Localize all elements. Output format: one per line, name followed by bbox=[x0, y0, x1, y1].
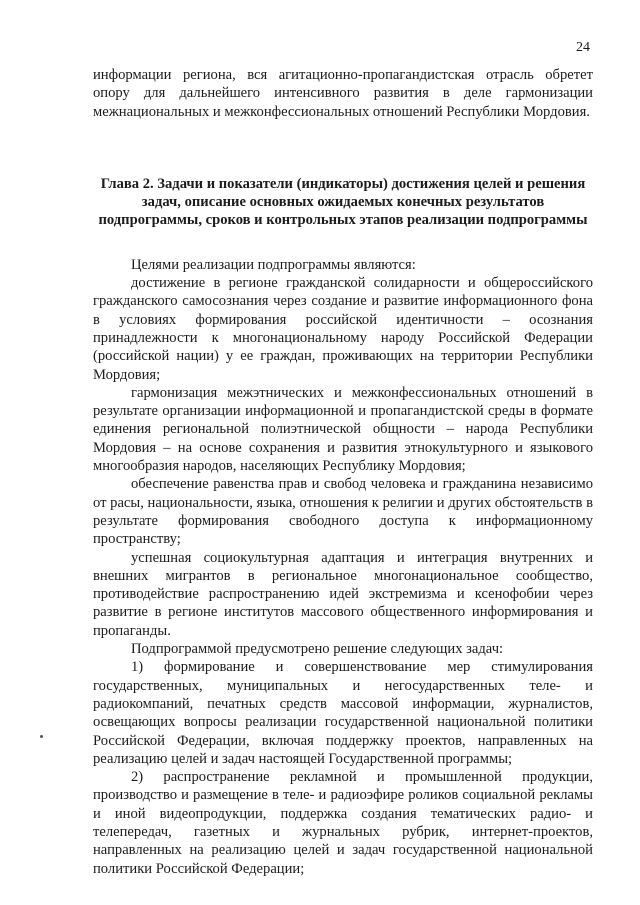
goal-item: достижение в регионе гражданской солидарности и общероссийского гражданского самосознания через создание и развитие информационного фона в условиях формирования российской идентичности – осознания принадлежности к многонациональному народу Российской Федерации (российской нации) у ее граждан, проживающих на территории Республики Мордовия; bbox=[93, 275, 593, 383]
tasks-intro: Подпрограммой предусмотрено решение следующих задач: bbox=[131, 641, 504, 658]
chapter-heading: Глава 2. Задачи и показатели (индикаторы) достижения целей и решения задач, описание основных ожидаемых конечных результатов подпрограммы, сроков и контрольных этапов реализации подпрограммы bbox=[98, 175, 588, 229]
goals-intro: Целями реализации подпрограммы являются: bbox=[131, 256, 416, 273]
task-item: 1) формирование и совершенствование мер стимулирования государственных, муниципальных и негосударственных теле- и радиокомпаний, печатных средств массовой информации, журналистов, освещающих вопросы реализации государственной национальной политики Российской Федерации, включая поддержку проектов, направленных на реализацию целей и задач настоящей Государственной программы; bbox=[93, 659, 593, 767]
continuation-paragraph: информации региона, вся агитационно-пропагандистская отрасль обретет опору для дальнейшего интенсивного развития в деле гармонизации межнациональных и межконфессиональных отношений Республики Мордовия. bbox=[93, 67, 593, 120]
goal-item: гармонизация межэтнических и межконфессиональных отношений в результате организации информационной и пропагандистской среды в формате единения региональной полиэтнической общности – народа Республики Мордовия – на основе сохранения и развития этнокультурного и языкового многообразия народов, населяющих Республику Мордовия; bbox=[93, 384, 593, 475]
scan-artifact bbox=[40, 735, 43, 738]
goal-item: обеспечение равенства прав и свобод человека и гражданина независимо от расы, национальности, языка, отношения к религии и других обстоятельств в результате формирования свободного доступа к информационному пространству; bbox=[93, 476, 593, 548]
page-number: 24 bbox=[576, 40, 590, 55]
document-body bbox=[93, 66, 593, 878]
task-item: 2) распространение рекламной и промышленной продукции, производство и размещение в теле- и радиоэфире роликов социальной рекламы и иной видеопродукции, поддержка создания тематических радио- и телепередач, газетных и журнальных рубрик, интернет-проектов, направленных на реализацию целей и задач государственной национальной политики Российской Федерации; bbox=[93, 769, 593, 877]
goal-item: успешная социокультурная адаптация и интеграция внутренних и внешних мигрантов в региональное многонациональное сообщество, противодействие распространению идей экстремизма и ксенофобии через развитие в регионе институтов массового общественного информирования и пропаганды. bbox=[93, 549, 593, 639]
